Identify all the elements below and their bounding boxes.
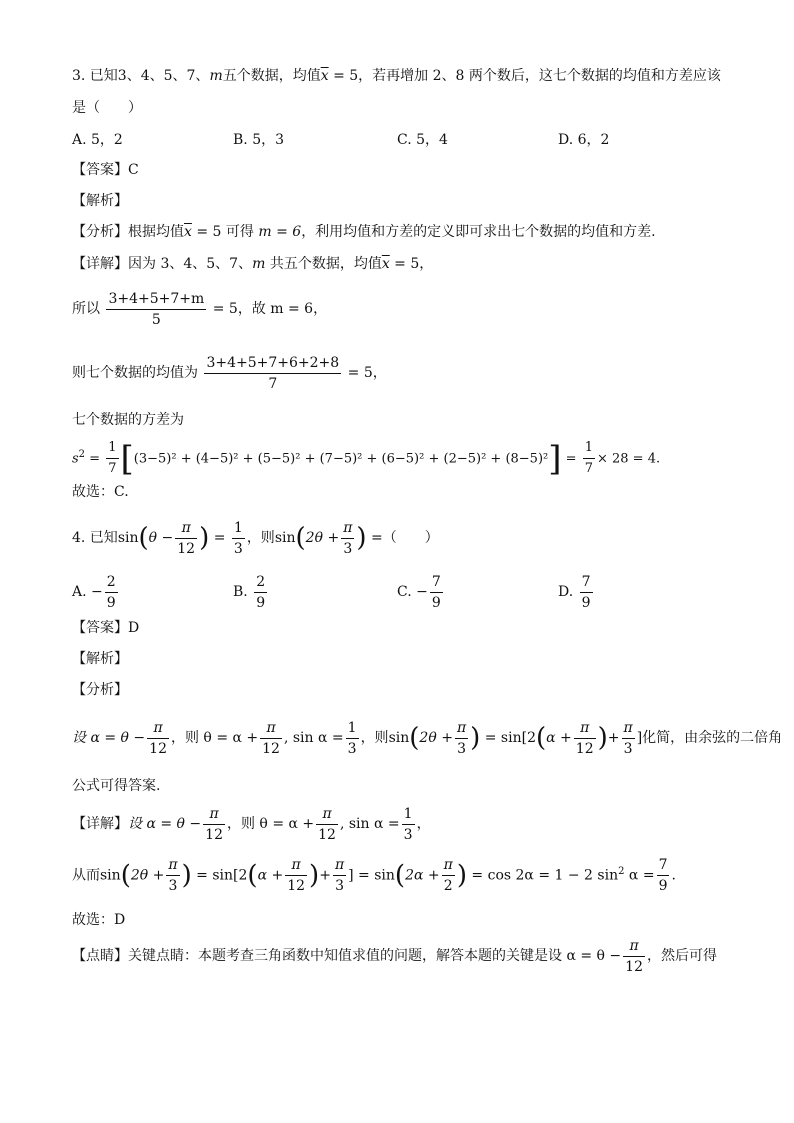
fraction — [346, 719, 359, 758]
fraction — [260, 719, 282, 758]
numerator: 1 — [346, 719, 359, 739]
func-sin: sin — [117, 530, 139, 546]
numerator: π — [442, 856, 455, 876]
math: θ − — [148, 530, 174, 546]
text: ， — [416, 816, 431, 832]
fraction — [232, 519, 245, 558]
denominator: 5 — [151, 311, 161, 328]
denominator: 2 — [443, 878, 453, 895]
math: α = — [624, 867, 655, 884]
text: 关键点睛：本题考查三角函数中知值求值的问题，解答本题的关键是设 α = θ − — [128, 948, 622, 964]
numerator: π — [622, 719, 635, 739]
q3-option-c: C. 5，4 — [397, 132, 448, 148]
text: ，利用均值和方差的定义即可求出七个数据的均值和方差. — [301, 224, 656, 240]
q3-answer — [72, 160, 139, 180]
q3-stem-text: = 5，若再增加 2、8 两个数后，这七个数据的均值和方差应该 — [328, 68, 721, 84]
numerator: 1 — [232, 519, 245, 539]
text: = 5， — [343, 365, 387, 381]
q3-option-a: A. 5，2 — [72, 132, 123, 148]
denominator: 9 — [106, 594, 116, 611]
text: 从而 — [72, 867, 100, 884]
denominator: 12 — [575, 740, 594, 757]
q4-detail — [72, 802, 431, 846]
q4-derivation: 从而sin(2θ + $\frac{\pi}{3}$ ) = sin[2(α + $\frac{\pi}{12}$ )+ $\frac{\pi}{3}$ ] = sin(2α + $\frac{\pi}{2}$ ) = cos 2α = 1 − 2 $\sin^2 \alpha$ = $\frac{7}{9}$ . — [72, 857, 676, 895]
denominator: 3 — [343, 540, 353, 557]
numerator: π — [316, 805, 338, 825]
numerator: 3+4+5+7+6+2+8 — [204, 354, 341, 374]
q4-stem: 4. 已知sin(θ − $\frac{\pi}{12}$ ) = $\frac{1}{3}$ ，则sin(2θ + $\frac{\pi}{3}$ ) =（ ） — [72, 519, 439, 557]
q4-fenxi-line1: 设 α = θ − $\frac{\pi}{12}$ ，则 θ = α + $\frac{\pi}{12}$ , sin α = $\frac{1}{3}$ ，则sin(2θ + $\frac{\pi}{3}$ ) = sin[2(α + $\frac{\pi}{12}$ )+ $\frac{\pi}{3}$ ]化简，由余弦的二倍角 — [72, 719, 783, 757]
fraction — [341, 519, 354, 558]
numerator: 7 — [657, 856, 670, 876]
math: 2α + — [405, 867, 440, 884]
numerator: π — [623, 937, 645, 957]
math: 2θ + — [130, 867, 165, 884]
fraction — [106, 290, 206, 329]
denominator: 3 — [335, 878, 344, 895]
answer-tag: 【答案】 — [72, 162, 128, 178]
numerator: π — [455, 719, 468, 739]
denominator: 9 — [658, 878, 668, 895]
q3-mean-line — [72, 352, 387, 394]
option-letter: C. — [397, 584, 412, 600]
fraction — [175, 519, 197, 558]
math: 2θ + — [419, 730, 453, 746]
denominator: 3 — [403, 826, 413, 843]
q4-dianjing — [72, 934, 717, 978]
var-m: m — [252, 256, 266, 272]
fraction — [203, 805, 225, 844]
denominator: 12 — [262, 740, 280, 757]
q4-answer — [72, 618, 139, 638]
denominator: 3 — [233, 540, 243, 557]
fraction — [402, 805, 415, 844]
text: × 28 = 4 — [596, 451, 656, 467]
denominator: 9 — [581, 594, 591, 611]
func-sin: sin — [274, 530, 296, 546]
math: , sin α = — [283, 730, 344, 746]
q3-conclusion: 故选：C. — [72, 484, 129, 500]
math: 2θ + — [305, 530, 340, 546]
fraction — [622, 719, 635, 758]
fraction — [442, 856, 455, 895]
numerator: π — [341, 519, 354, 539]
math: = sin — [353, 867, 395, 884]
numerator: 2 — [105, 573, 118, 593]
var-xbar: $\overline{x}$ — [381, 256, 390, 272]
fraction — [623, 937, 645, 976]
text: =（ ） — [366, 530, 439, 546]
fraction — [583, 439, 595, 478]
var-xbar: $\overline{x}$ — [320, 68, 329, 84]
fenxi-tag: 【分析】 — [72, 224, 128, 240]
q3-var-title: 七个数据的方差为 — [72, 412, 184, 428]
text: ，然后可得 — [646, 948, 717, 964]
q3-option-d: D. 6，2 — [558, 132, 610, 148]
var-xbar: $\overline{x}$ — [184, 224, 192, 240]
denominator: 12 — [177, 540, 196, 557]
denominator: 7 — [268, 375, 278, 392]
fraction — [574, 719, 596, 758]
numerator: 1 — [583, 439, 595, 459]
q4-option-b — [233, 570, 269, 614]
var-m: m — [209, 68, 223, 84]
math: α + — [257, 867, 284, 884]
option-sign: − — [91, 584, 103, 600]
numerator: π — [175, 519, 197, 539]
denominator: 12 — [149, 740, 167, 757]
text: ，则 — [246, 530, 275, 546]
numerator: 7 — [580, 573, 593, 593]
fraction — [455, 719, 468, 758]
var-s: s — [72, 451, 79, 467]
text: 所以 — [72, 301, 100, 317]
numerator: 7 — [430, 573, 443, 593]
fraction — [285, 856, 307, 895]
q3-stem-line2: 是（ ） — [72, 100, 142, 116]
denominator: 7 — [108, 461, 117, 477]
denominator: 9 — [431, 594, 441, 611]
denominator: 12 — [625, 958, 643, 975]
numerator: π — [166, 856, 179, 876]
numerator: 2 — [254, 573, 267, 593]
math: = sin[2 — [480, 730, 536, 746]
denominator: 9 — [256, 594, 266, 611]
variance-body: (3−5)² + (4−5)² + (5−5)² + (7−5)² + (6−5)² + (2−5)² + (8−5)² — [133, 451, 549, 467]
q4-conclusion: 故选：D — [72, 912, 126, 928]
q3-stem-line1 — [72, 66, 721, 86]
text: 4. 已知 — [72, 530, 118, 546]
q3-option-b: B. 5，3 — [233, 132, 285, 148]
q4-fenxi-line2: 公式可得答案. — [72, 778, 161, 794]
q3-so-line — [72, 288, 327, 330]
numerator: π — [147, 719, 169, 739]
fraction — [106, 439, 118, 478]
fraction — [580, 573, 593, 612]
math: ，则 θ = α + — [226, 816, 315, 832]
math: m = 6 — [258, 224, 302, 240]
func-sin: sin — [100, 867, 121, 884]
fraction — [430, 573, 443, 612]
fraction — [166, 856, 179, 895]
answer-tag: 【答案】 — [72, 620, 128, 636]
q3-fenxi — [72, 222, 656, 242]
detail-tag: 【详解】 — [72, 816, 128, 832]
fraction — [316, 805, 338, 844]
numerator: π — [285, 856, 307, 876]
math: 设 α = θ − — [72, 730, 146, 746]
q4-fenxi-tag: 【分析】 — [72, 682, 128, 698]
func-sin: sin — [388, 730, 410, 746]
q4-option-d — [558, 570, 595, 614]
text: 共五个数据，均值 — [265, 256, 382, 272]
text: ]化简，由余弦的二倍角 — [636, 730, 783, 746]
math: , sin α = — [339, 816, 400, 832]
numerator: 1 — [106, 439, 118, 459]
option-letter: B. — [233, 584, 248, 600]
option-letter: A. — [72, 584, 87, 600]
denominator: 12 — [205, 826, 223, 843]
math: = cos 2α = 1 − 2 sin — [466, 867, 619, 884]
math: ，则 θ = α + — [170, 730, 259, 746]
denominator: 12 — [287, 878, 306, 895]
denominator: 3 — [623, 740, 633, 757]
q4-option-c — [397, 570, 445, 614]
option-letter: D. — [558, 584, 574, 600]
q3-stem-text: 五个数据，均值 — [222, 68, 321, 84]
denominator: 12 — [318, 826, 336, 843]
text: 因为 3、4、5、7、 — [128, 256, 253, 272]
math: = sin[2 — [191, 867, 248, 884]
numerator: π — [333, 856, 346, 876]
q3-analysis-tag: 【解析】 — [72, 193, 128, 209]
answer-value: C — [128, 162, 139, 178]
numerator: π — [203, 805, 225, 825]
fraction — [657, 856, 670, 895]
fraction — [333, 856, 346, 895]
q3-variance-formula: $s^2$ = $\frac{1}{7}$ [(3−5)² + (4−5)² + (5−5)² + (7−5)² + (6−5)² + (2−5)² + (8−5)²] = $\frac{1}{7}$ × 28 = 4. — [72, 438, 661, 479]
fraction — [254, 573, 267, 612]
text: ，则 — [360, 730, 389, 746]
denominator: 3 — [457, 740, 466, 757]
q3-stem-text: 3. 已知3、4、5、7、 — [72, 68, 210, 84]
dianjing-tag: 【点睛】 — [72, 948, 128, 964]
numerator: 3+4+5+7+m — [106, 290, 206, 310]
denominator: 3 — [347, 740, 357, 757]
numerator: π — [574, 719, 596, 739]
detail-tag: 【详解】 — [72, 256, 128, 272]
text: = 5， — [389, 256, 434, 272]
fraction — [105, 573, 118, 612]
math: 设 α = θ − — [128, 816, 202, 832]
text: 则七个数据的均值为 — [72, 365, 198, 381]
q4-option-a — [72, 570, 120, 614]
text: = 5 可得 — [191, 224, 259, 240]
text: 根据均值 — [128, 224, 184, 240]
q4-analysis-tag: 【解析】 — [72, 651, 128, 667]
denominator: 3 — [168, 878, 178, 895]
math: α + — [546, 730, 572, 746]
numerator: π — [260, 719, 282, 739]
denominator: 7 — [584, 461, 593, 477]
option-sign: − — [416, 584, 428, 600]
fraction — [204, 354, 341, 393]
text: = 5，故 m = 6， — [208, 301, 328, 317]
fraction — [147, 719, 169, 758]
answer-value: D — [128, 620, 140, 636]
numerator: 1 — [402, 805, 415, 825]
q3-detail — [72, 254, 433, 274]
